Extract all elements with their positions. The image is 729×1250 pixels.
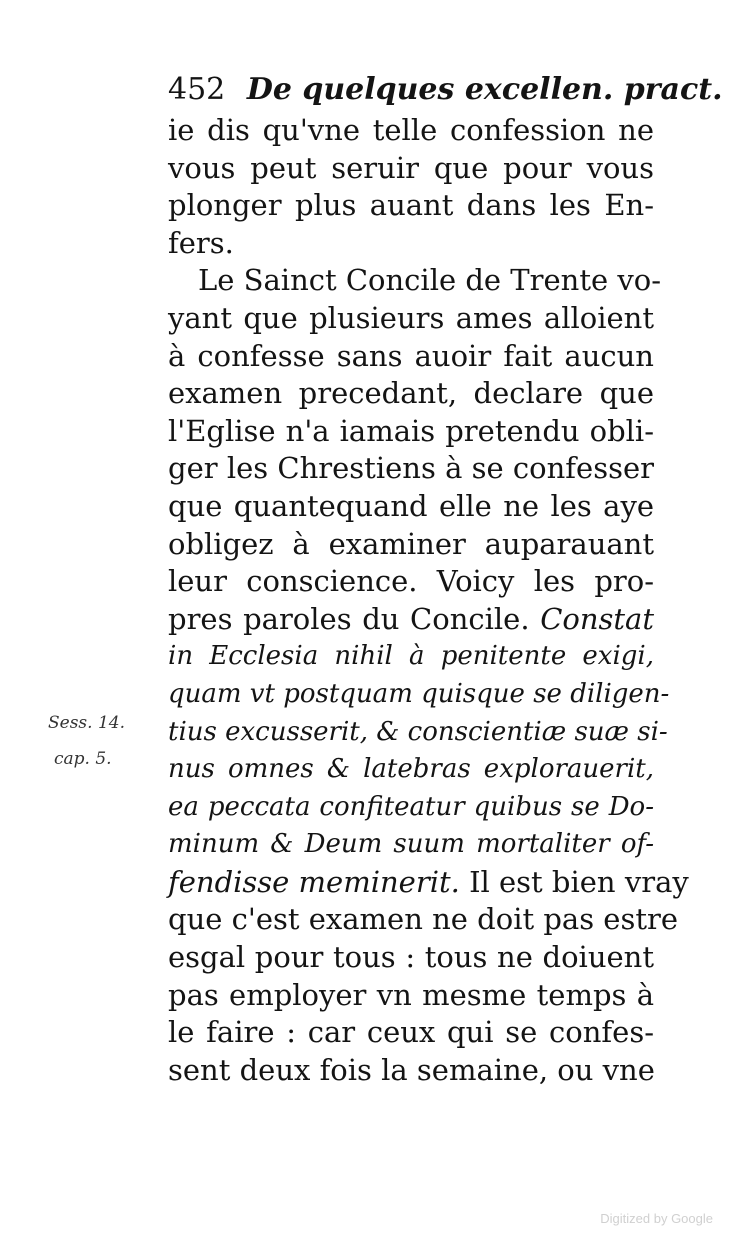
latin-line: quam vt postquam quisque se diligen- (168, 678, 670, 709)
text-line: Le Sainct Concile de Trente vo- (198, 263, 662, 298)
watermark: Digitized by Google (600, 1211, 713, 1226)
text-line-start: pres paroles du Concile. (168, 601, 530, 636)
text-line: examen precedant, declare que (168, 376, 654, 411)
text-line-end: Il est bien vray (469, 864, 689, 899)
text-line: ger les Chrestiens à se confesser (168, 451, 654, 486)
margin-note-session: Sess. 14. (48, 713, 125, 733)
text-line: sent deux fois la semaine, ou vne (168, 1052, 655, 1087)
text-line (168, 864, 689, 902)
text-line (168, 601, 654, 639)
text-line: vous peut seruir que pour vous (168, 150, 654, 185)
text-line: yant que plusieurs ames alloient (168, 300, 654, 335)
text-line: esgal pour tous : tous ne doiuent (168, 940, 654, 975)
margin-note-chapter: cap. 5. (54, 749, 112, 769)
body-text (168, 112, 689, 1089)
running-title: De quelques excellen. pract. (246, 72, 723, 107)
text-line: pas employer vn mesme temps à (168, 977, 654, 1012)
text-line: à confesse sans auoir fait aucun (168, 338, 654, 373)
latin-line: ea peccata confiteatur quibus se Do- (168, 791, 654, 822)
text-line: que quantequand elle ne les aye (168, 488, 654, 523)
text-line: fers. (168, 225, 234, 260)
text-line: ie dis qu'vne telle confession ne (168, 113, 654, 147)
page-number: 452 (168, 72, 226, 107)
text-line: que c'est examen ne doit pas estre (168, 902, 679, 937)
running-head (168, 70, 723, 110)
text-line: plonger plus auant dans les En- (168, 188, 654, 223)
latin-line: minum & Deum suum mortaliter of- (168, 829, 654, 860)
latin-line: tius excusserit, & conscientiæ suæ si- (168, 716, 668, 747)
text-line: obligez à examiner auparauant (168, 526, 654, 561)
latin-quote-end: fendisse meminerit. (168, 864, 460, 899)
text-line: leur conscience. Voicy les pro- (168, 564, 654, 599)
text-line: l'Eglise n'a iamais pretendu obli- (168, 413, 654, 448)
latin-line: in Ecclesia nihil à penitente exigi, (168, 641, 654, 672)
text-line: le faire : car ceux qui se confes- (168, 1015, 654, 1050)
latin-quote-start: Constat (540, 601, 654, 636)
latin-line: nus omnes & latebras explorauerit, (168, 754, 654, 785)
